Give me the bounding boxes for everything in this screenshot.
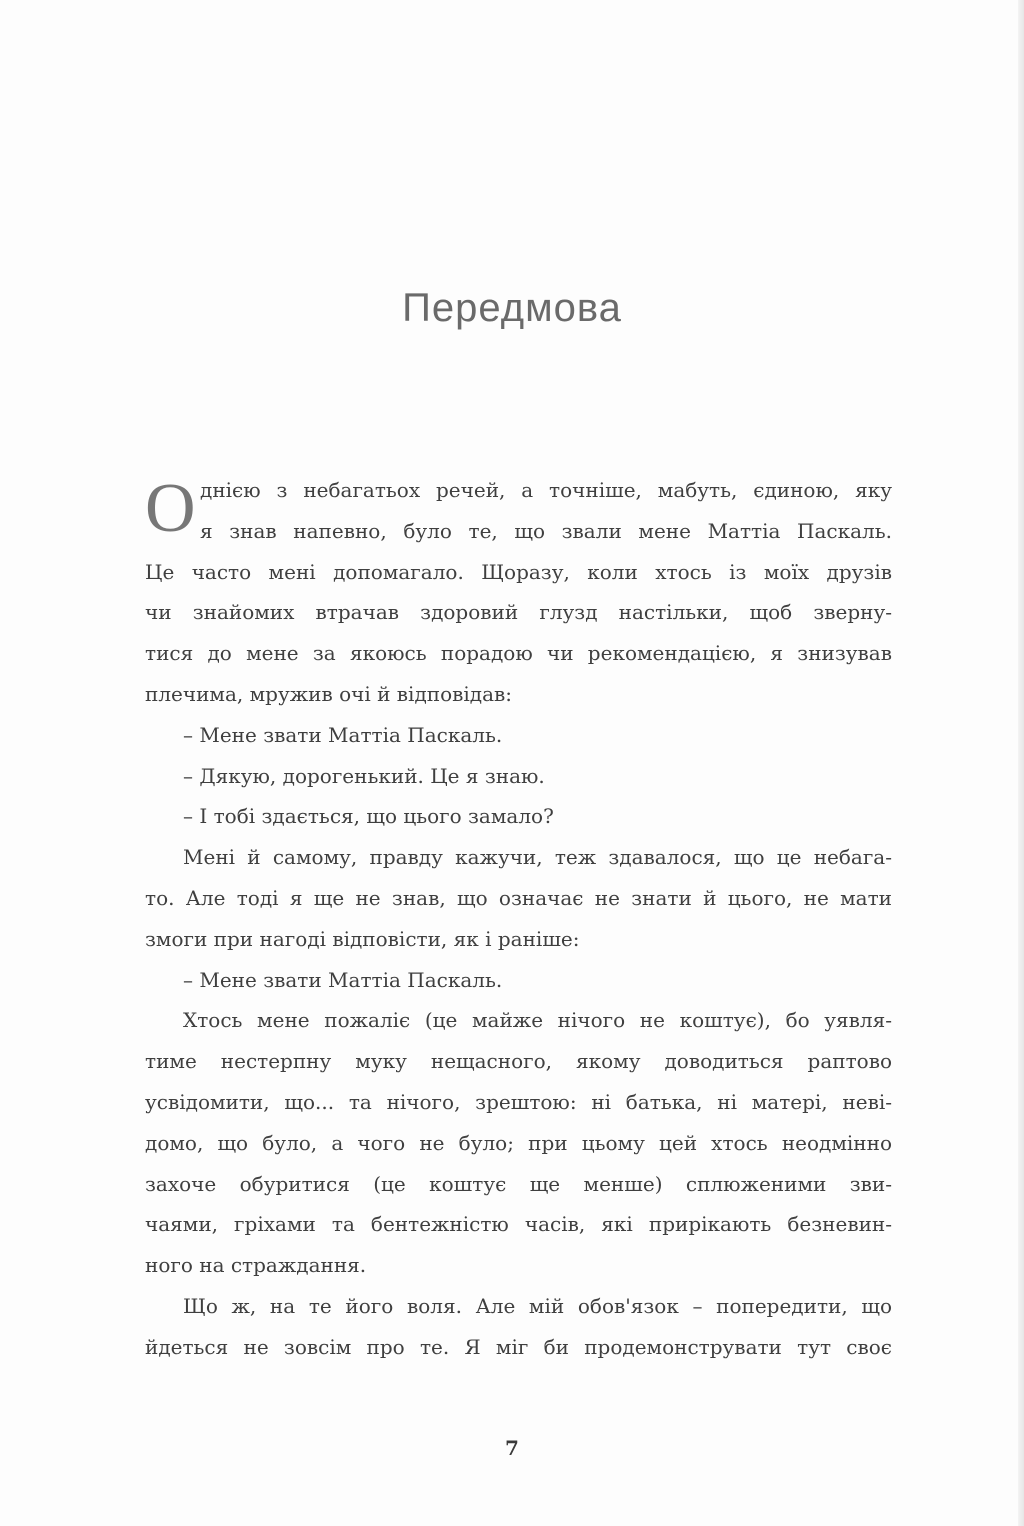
body-text xyxy=(145,470,892,1368)
dialogue-line: – Мене звати Маттіа Паскаль. xyxy=(183,967,503,992)
text-line: домо, що було, а чого не було; при цьому цей хтось неодмінно xyxy=(145,1130,892,1155)
text-line: плечима, мружив очі й відповідав: xyxy=(145,681,513,706)
text-line: Мені й самому, правду кажучи, теж здавалося, що це небага- xyxy=(183,845,892,870)
text-line: тиме нестерпну муку нещасного, якому доводиться раптово xyxy=(145,1049,892,1074)
text-line: то. Але тоді я ще не знав, що означає не знати й цього, не мати xyxy=(145,885,892,910)
text-line: тися до мене за якоюсь порадою чи рекомендацією, я знизував xyxy=(145,641,892,666)
text-line: чаями, гріхами та бентежністю часів, які прирікають безневин- xyxy=(145,1212,892,1237)
page-number: 7 xyxy=(505,1436,519,1460)
text-line: Це часто мені допомагало. Щоразу, коли хтось із моїх друзів xyxy=(145,559,892,584)
text-line: чи знайомих втрачав здоровий глузд настільки, щоб зверну- xyxy=(145,600,892,625)
dialogue-line: – Дякую, дорогенький. Це я знаю. xyxy=(183,763,545,788)
text-line: Хтось мене пожаліє (це майже нічого не коштує), бо уявля- xyxy=(183,1008,892,1033)
text-line: йдеться не зовсім про те. Я міг би продемонструвати тут своє xyxy=(145,1334,892,1359)
chapter-title: Передмова xyxy=(402,286,622,330)
text-line: захоче обуритися (це коштує ще менше) сплюженими зви- xyxy=(145,1171,892,1196)
text-line: Що ж, на те його воля. Але мій обов'язок – попередити, що xyxy=(183,1293,892,1318)
text-line: я знав напевно, було те, що звали мене Маттіа Паскаль. xyxy=(200,518,892,543)
text-line: змоги при нагоді відповісти, як і раніше: xyxy=(145,926,580,951)
dialogue-line: – Мене звати Маттіа Паскаль. xyxy=(183,722,503,747)
text-line: усвідомити, що... та нічого, зрештою: ні батька, ні матері, неві- xyxy=(145,1089,892,1114)
text-line: днією з небагатьох речей, а точніше, мабуть, єдиною, яку xyxy=(200,478,892,502)
text-line: ного на страждання. xyxy=(145,1253,367,1278)
dropcap-letter: О xyxy=(145,470,196,547)
page-edge-shadow xyxy=(1018,0,1024,1526)
dialogue-line: – І тобі здається, що цього замало? xyxy=(183,804,554,829)
